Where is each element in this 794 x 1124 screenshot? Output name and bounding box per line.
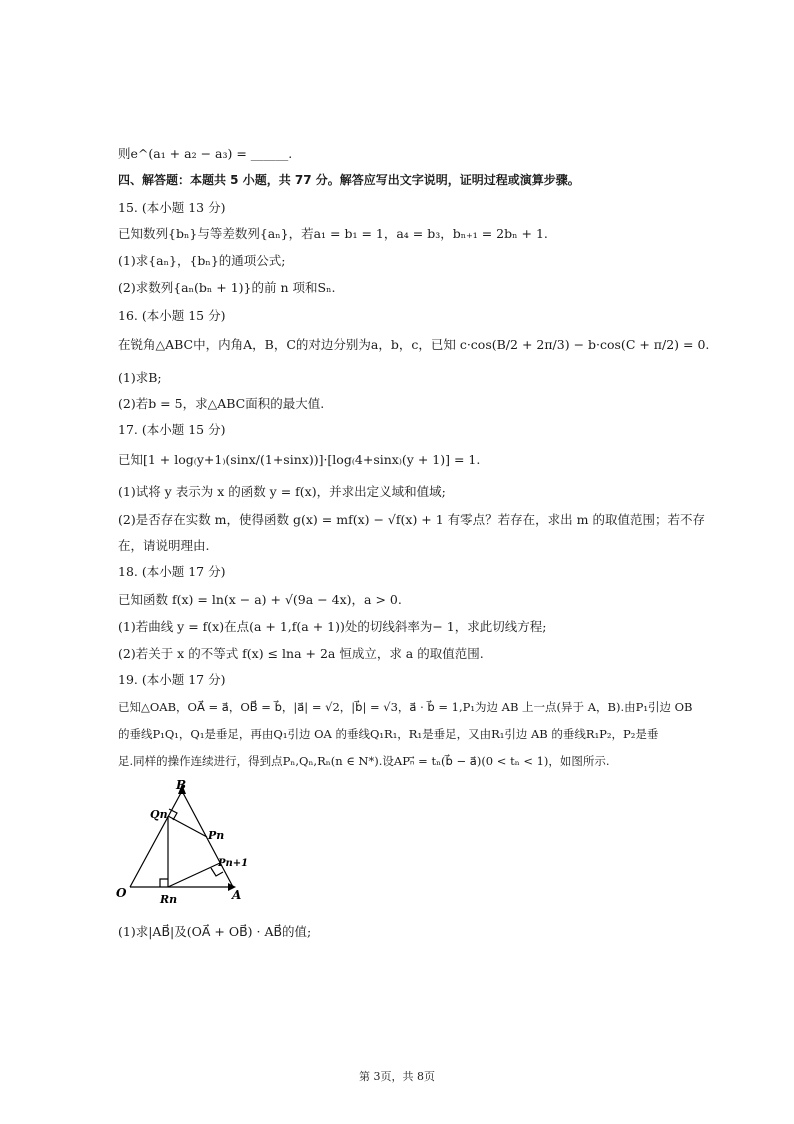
q18-part2: (2)若关于 x 的不等式 f(x) ≤ lna + 2a 恒成立，求 a 的取值范围. [118,646,484,661]
label-pn1: Pn+1 [218,858,249,869]
label-b: B [176,778,187,792]
q19-part1: (1)求|AB⃗|及(OA⃗ + OB⃗) · AB⃗的值; [118,924,312,939]
q15-header: 15. (本小题 13 分) [118,200,226,215]
label-qn: Qn [150,808,168,821]
q18-header: 18. (本小题 17 分) [118,564,226,579]
q16-stem: 在锐角△ABC中，内角A，B，C的对边分别为a，b，c，已知 c·cos(B/2 + 2π/3) − b·cos(C + π/2) = 0. [118,337,710,352]
q19-header: 19. (本小题 17 分) [118,672,226,687]
segment-rn-pn1 [168,863,220,887]
q18-part1: (1)若曲线 y = f(x)在点(a + 1,f(a + 1))处的切线斜率为− 1，求此切线方程; [118,619,547,634]
triangle-figure [112,775,262,910]
q19-stem-1: 已知△OAB，OA⃗ = a⃗，OB⃗ = b⃗，|a⃗| = √2，|b⃗| = √3，a⃗ · b⃗ = 1,P₁为边 AB 上一点(异于 A，B).由P₁引边 OB [118,700,693,714]
q16-part2: (2)若b = 5，求△ABC面积的最大值. [118,396,325,411]
section-heading: 四、解答题：本题共 5 小题，共 77 分。解答应写出文字说明，证明过程或演算步骤。 [118,173,580,187]
label-pn: Pn [208,829,225,842]
q18-stem: 已知函数 f(x) = ln(x − a) + √(9a − 4x)，a > 0. [118,592,402,607]
q19-stem-2: 的垂线P₁Q₁，Q₁是垂足，再由Q₁引边 OA 的垂线Q₁R₁，R₁是垂足，又由R₁引边 AB 的垂线R₁P₂，P₂是垂 [118,727,659,741]
q17-header: 17. (本小题 15 分) [118,422,226,437]
q16-header: 16. (本小题 15 分) [118,308,226,323]
q15-stem: 已知数列{bₙ}与等差数列{aₙ}，若a₁ = b₁ = 1，a₄ = b₃，bₙ₊₁ = 2bₙ + 1. [118,226,548,241]
q17-part2-cont: 在，请说明理由. [118,538,210,553]
q15-part2: (2)求数列{aₙ(bₙ + 1)}的前 n 项和Sₙ. [118,280,336,295]
label-o: O [116,886,127,900]
q15-part1: (1)求{aₙ}，{bₙ}的通项公式; [118,253,286,268]
q19-stem-3: 足.同样的操作连续进行，得到点Pₙ,Qₙ,Rₙ(n ∈ N*).设APₙ⃗ = tₙ(b⃗ − a⃗)(0 < tₙ < 1)，如图所示. [118,754,610,768]
blank-fill-line: 则e^(a₁ + a₂ − a₃) = ______. [118,146,293,161]
q17-stem: 已知[1 + log₍y+1₎(sinx/(1+sinx))]·[log₍4+sinx₎(y + 1)] = 1. [118,452,481,467]
q17-part2: (2)是否存在实数 m，使得函数 g(x) = mf(x) − √f(x) + 1 有零点？若存在，求出 m 的取值范围；若不存 [118,512,705,527]
q17-part1: (1)试将 y 表示为 x 的函数 y = f(x)，并求出定义域和值域; [118,484,446,499]
right-angle-rn [160,879,168,887]
q16-part1: (1)求B; [118,370,162,385]
side-ob [130,791,182,887]
label-a: A [232,888,242,902]
right-angle-pn1 [211,868,223,876]
page-footer: 第 3页，共 8页 [359,1070,435,1083]
label-rn: Rn [160,893,178,906]
